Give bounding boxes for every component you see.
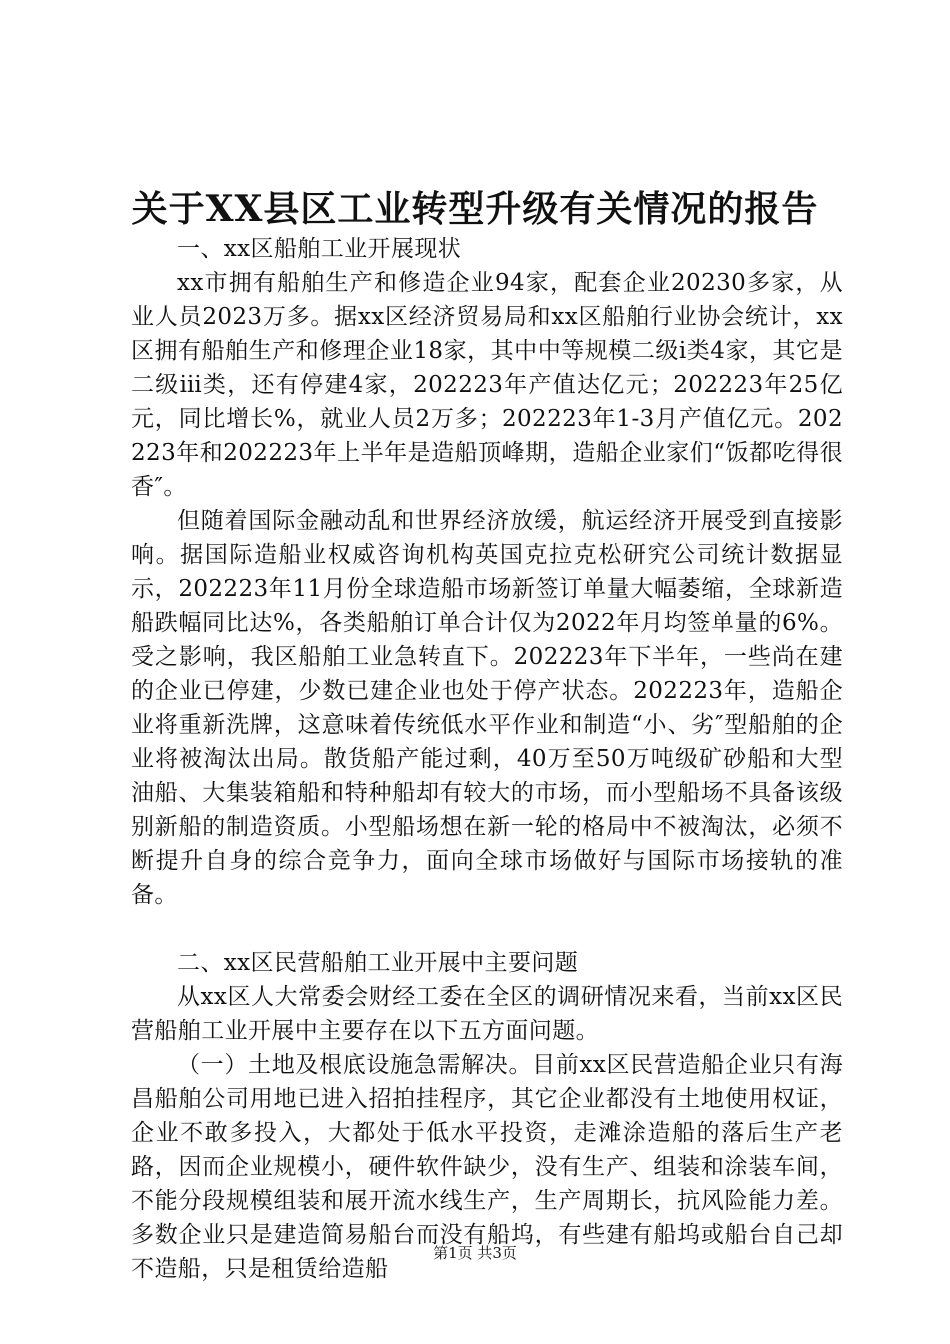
- section-heading-1: 一、xx区船舶工业开展现状: [177, 236, 462, 262]
- page-footer: 第1页 共3页: [433, 1244, 517, 1262]
- paragraph: 从xx区人大常委会财经工委在全区的调研情况来看，当前xx区民营船舶工业开展中主要存在以下五方面问题。: [131, 984, 843, 1044]
- document-title: 关于XX县区工业转型升级有关情况的报告: [131, 188, 819, 230]
- paragraph: （一）土地及根底设施急需解决。目前xx区民营造船企业只有海昌船舶公司用地已进入招拍挂程序，其它企业都没有土地使用权证，企业不敢多投入，大都处于低水平投资，走滩涂造船的落后生产老路，因而企业规模小，硬件软件缺少，没有生产、组装和涂装车间，不能分段规模组装和展开流水线生产，生产周期长，抗风险能力差。多数企业只是建造简易船台而没有船坞，有些建有船坞或船台自己却不造船，只是租赁给造船: [131, 1052, 843, 1282]
- paragraph: xx市拥有船舶生产和修造企业94家，配套企业20230多家，从业人员2023万多。据xx区经济贸易局和xx区船舶行业协会统计，xx区拥有船舶生产和修理企业18家，其中中等规模二级ⅰ类4家，其它是二级ⅲ类，还有停建4家，202223年产值达亿元；202223年25亿元，同比增长%，就业人员2万多；202223年1-3月产值亿元。202223年和202223年上半年是造船顶峰期，造船企业家们“饭都吃得很香″。: [131, 270, 843, 500]
- paragraph: 但随着国际金融动乱和世界经济放缓，航运经济开展受到直接影响。据国际造船业权威咨询机构英国克拉克松研究公司统计数据显示，202223年11月份全球造船市场新签订单量大幅萎缩，全球新造船跌幅同比达%，各类船舶订单合计仅为2022年月均签单量的6%。受之影响，我区船舶工业急转直下。202223年下半年，一些尚在建的企业已停建，少数已建企业也处于停产状态。202223年，造船企业将重新洗牌，这意味着传统低水平作业和制造“小、劣″型船舶的企业将被淘汰出局。散货船产能过剩，40万至50万吨级矿砂船和大型油船、大集装箱船和特种船却有较大的市场，而小型船场不具备该级别新船的制造资质。小型船场想在新一轮的格局中不被淘汰，必须不断提升自身的综合竞争力，面向全球市场做好与国际市场接轨的准备。: [131, 508, 843, 908]
- section-heading-2: 二、xx区民营船舶工业开展中主要问题: [177, 950, 579, 976]
- document-body: [131, 232, 843, 1286]
